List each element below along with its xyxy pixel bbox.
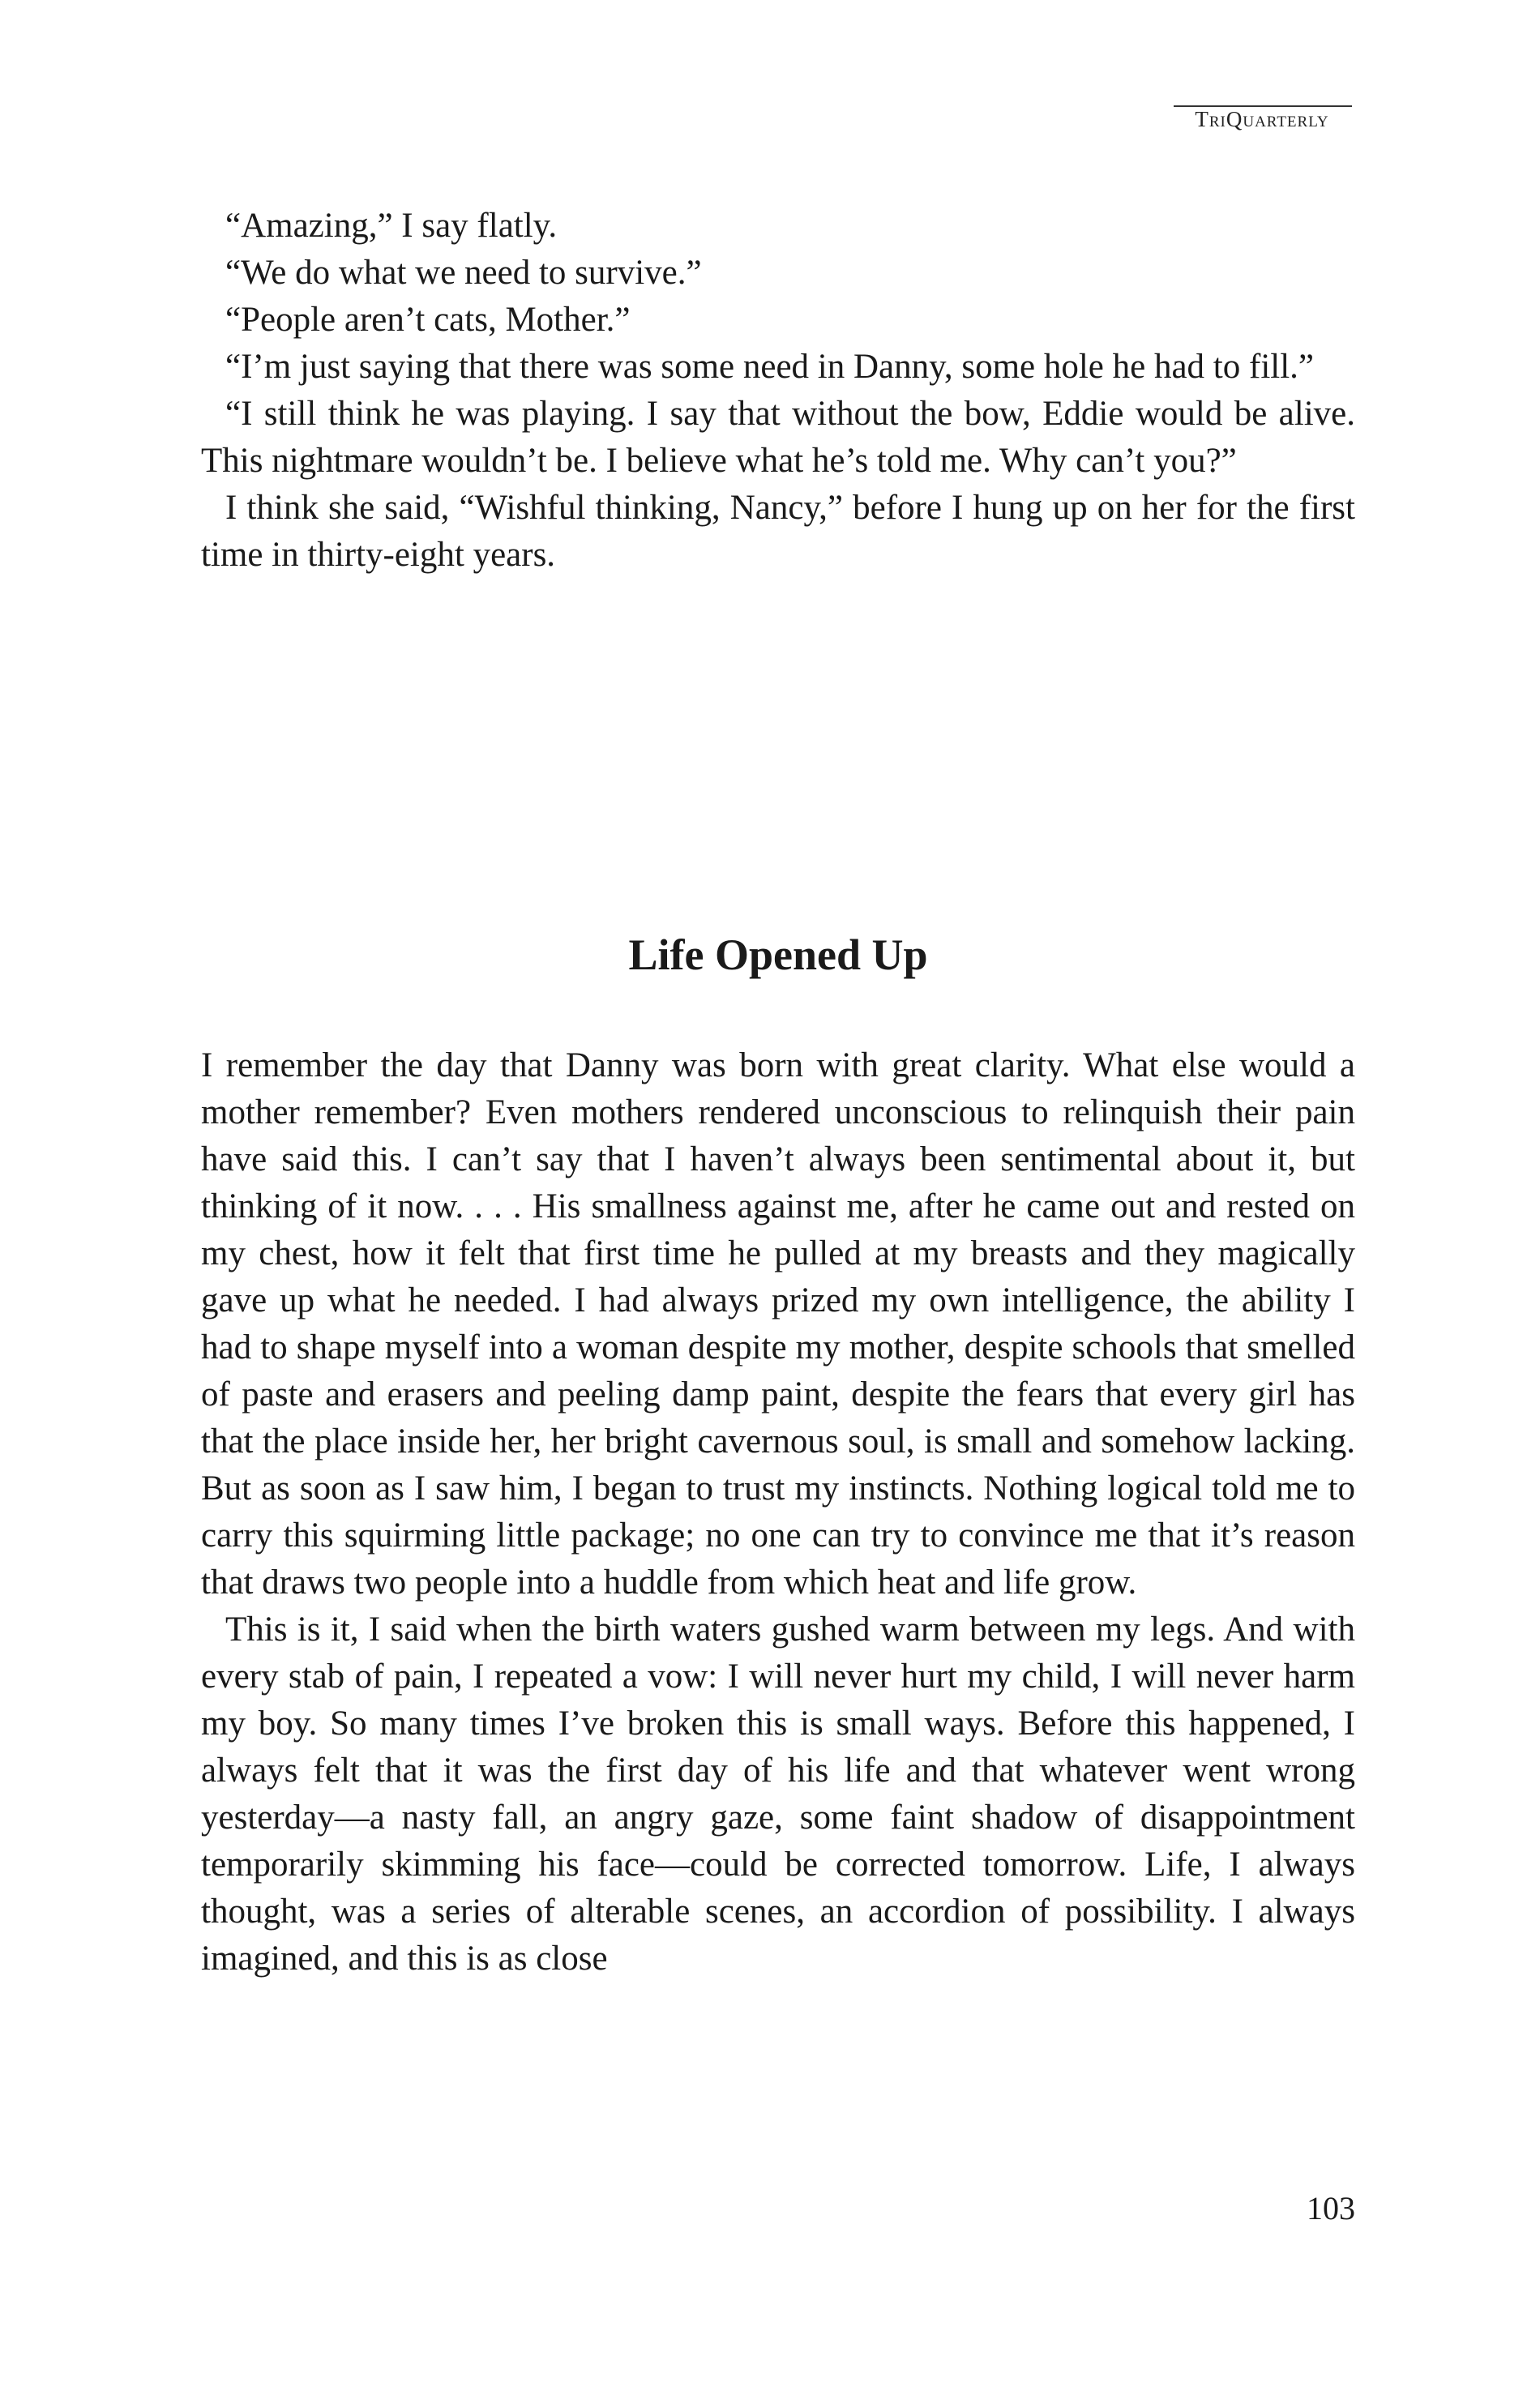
dialogue-line: “People aren’t cats, Mother.” bbox=[225, 301, 631, 339]
dialogue-line: “We do what we need to survive.” bbox=[225, 254, 702, 292]
section-title: Life Opened Up bbox=[628, 930, 928, 979]
paragraph: This is it, I said when the birth waters gushed warm between my legs. And with every stab of pain, I repeated a vow: I will never hurt my child, I will never harm my boy. So many times I’ve broken this is small ways. Before this happened, I always felt that it was the first day of his life and that whatever went wrong yesterday—a nasty fall, an angry gaze, some faint shadow of disappointment temporarily skimming his face—could be corrected tomorrow. Life, I always thought, was a series of alterable scenes, an accordion of possibility. I always imagined, and this is as close bbox=[201, 1610, 1355, 1978]
dialogue-block bbox=[201, 203, 1355, 579]
running-head: TriQuarterly bbox=[1195, 107, 1329, 131]
section-body bbox=[201, 1042, 1355, 1982]
dialogue-line: “Amazing,” I say flatly. bbox=[225, 207, 558, 245]
dialogue-line: “I’m just saying that there was some need in Danny, some hole he had to fill.” bbox=[225, 348, 1314, 386]
page-number: 103 bbox=[1307, 2190, 1355, 2226]
paragraph: I remember the day that Danny was born with great clarity. What else would a mother remember? Even mothers rendered unconscious to relinquish their pain have said this. I can’t say that I haven’t always been sentimental about it, but thinking of it now. . . . His smallness against me, after he came out and rested on my chest, how it felt that first time he pulled at my breasts and they magically gave up what he needed. I had always prized my own intelligence, the ability I had to shape myself into a woman despite my mother, despite schools that smelled of paste and erasers and peeling damp paint, despite the fears that every girl has that the place inside her, her bright cavernous soul, is small and somehow lacking. But as soon as I saw him, I began to trust my instincts. Nothing logical told me to carry this squirming little package; no one can try to convince me that it’s reason that draws two people into a huddle from which heat and life grow. bbox=[201, 1046, 1355, 1602]
dialogue-line: I think she said, “Wishful thinking, Nancy,” before I hung up on her for the first time in thirty-eight years. bbox=[201, 489, 1355, 574]
dialogue-line: “I still think he was playing. I say that without the bow, Eddie would be alive. This nightmare wouldn’t be. I believe what he’s told me. Why can’t you?” bbox=[201, 395, 1355, 480]
